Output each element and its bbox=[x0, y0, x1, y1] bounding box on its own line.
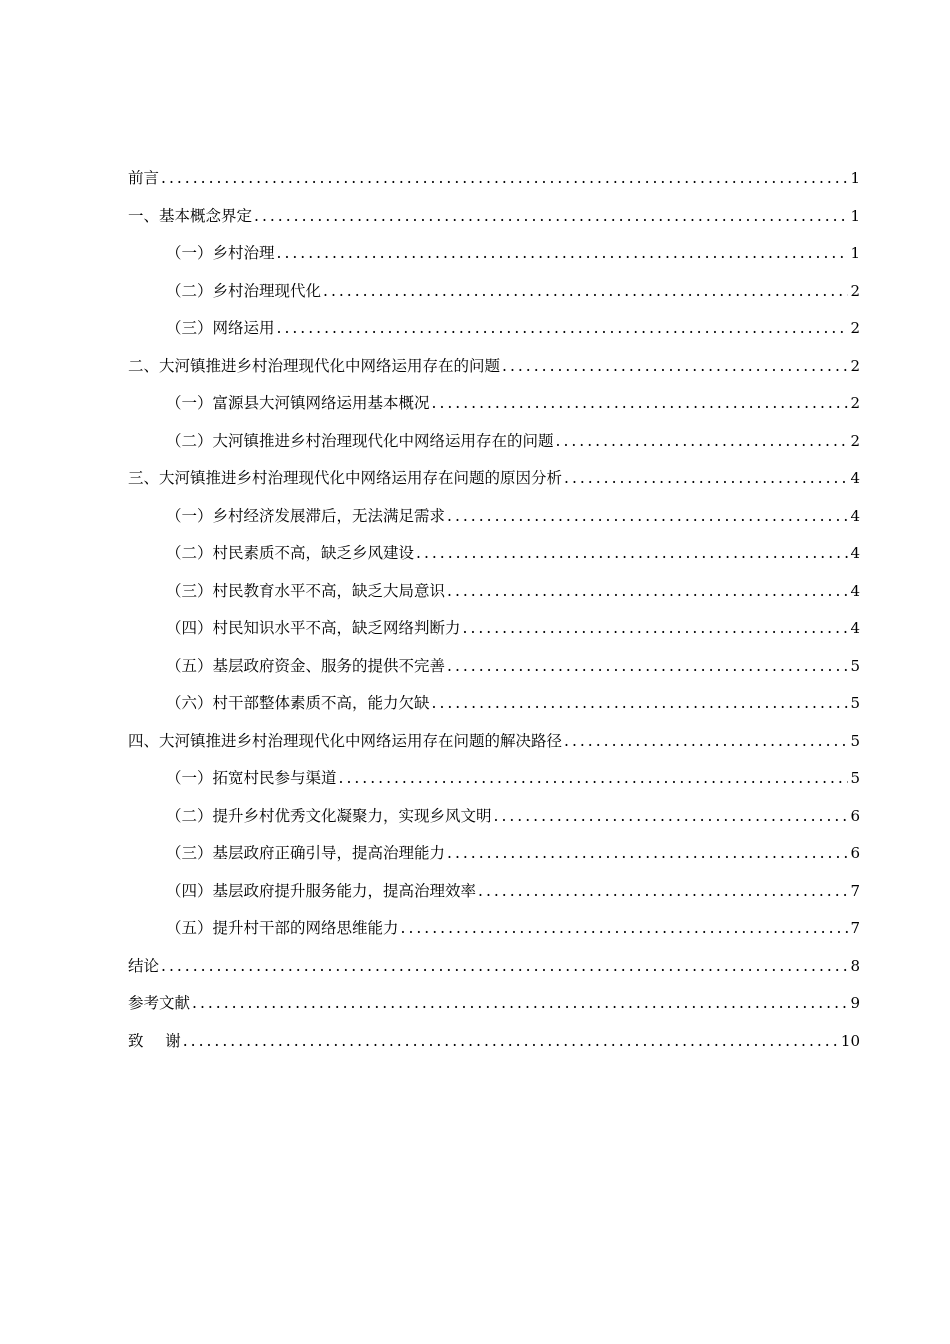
toc-entry-title: （六）村干部整体素质不高，能力欠缺 bbox=[166, 694, 430, 712]
toc-entry-title: 四、大河镇推进乡村治理现代化中网络运用存在问题的解决路径 bbox=[128, 731, 563, 750]
toc-entry-title: （二）乡村治理现代化 bbox=[166, 281, 322, 300]
toc-entry-section-2-2[interactable] bbox=[128, 423, 860, 461]
toc-entry-acknowledgements[interactable] bbox=[128, 1023, 860, 1061]
toc-entry-page: 4 bbox=[850, 506, 860, 525]
toc-dot-leader bbox=[161, 160, 848, 198]
toc-dot-leader bbox=[192, 985, 848, 1023]
toc-entry-section-4-1[interactable] bbox=[128, 760, 860, 798]
toc-entry-title-part2: 谢 bbox=[165, 1031, 181, 1050]
toc-entry-page: 7 bbox=[850, 881, 860, 900]
toc-entry-section-4-5[interactable] bbox=[128, 910, 860, 948]
toc-entry-page: 2 bbox=[850, 319, 860, 337]
toc-entry-title: （三）基层政府正确引导，提高治理能力 bbox=[166, 844, 446, 862]
toc-dot-leader bbox=[277, 310, 849, 348]
toc-entry-title: 参考文献 bbox=[128, 994, 191, 1012]
toc-entry-page: 2 bbox=[850, 394, 860, 412]
toc-entry-section-3-5[interactable] bbox=[128, 648, 860, 686]
toc-entry-page: 1 bbox=[850, 169, 860, 187]
toc-dot-leader bbox=[183, 1023, 839, 1061]
toc-entry-section-2-1[interactable] bbox=[128, 385, 860, 423]
toc-entry-conclusion[interactable] bbox=[128, 948, 860, 986]
toc-dot-leader bbox=[339, 760, 849, 798]
toc-dot-leader bbox=[323, 273, 848, 311]
toc-entry-title: 一、基本概念界定 bbox=[128, 206, 253, 225]
toc-entry-page: 9 bbox=[850, 994, 860, 1012]
toc-dot-leader bbox=[416, 535, 848, 573]
toc-entry-title: （一）乡村治理 bbox=[166, 244, 275, 262]
toc-entry-section-1-1[interactable] bbox=[128, 235, 860, 273]
toc-entry-page: 8 bbox=[850, 956, 860, 975]
toc-dot-leader bbox=[447, 835, 848, 873]
toc-dot-leader bbox=[502, 348, 848, 386]
toc-entry-preface[interactable] bbox=[128, 160, 860, 198]
toc-entry-page: 5 bbox=[850, 731, 860, 750]
toc-entry-section-3-3[interactable] bbox=[128, 573, 860, 611]
toc-entry-title: （一）拓宽村民参与渠道 bbox=[166, 769, 337, 787]
toc-entry-page: 1 bbox=[850, 244, 860, 262]
toc-entry-title: （一）乡村经济发展滞后，无法满足需求 bbox=[166, 506, 446, 525]
toc-entry-section-4-2[interactable] bbox=[128, 798, 860, 836]
toc-dot-leader bbox=[564, 460, 848, 498]
toc-dot-leader bbox=[447, 648, 848, 686]
toc-entry-page: 4 bbox=[850, 619, 860, 637]
toc-entry-page: 4 bbox=[850, 581, 860, 600]
toc-dot-leader bbox=[447, 498, 848, 536]
toc-entry-page: 5 bbox=[850, 694, 860, 712]
toc-dot-leader bbox=[161, 948, 848, 986]
toc-entry-title bbox=[128, 1023, 181, 1061]
toc-entry-section-1-2[interactable] bbox=[128, 273, 860, 311]
toc-entry-title: 二、大河镇推进乡村治理现代化中网络运用存在的问题 bbox=[128, 356, 501, 375]
toc-entry-page: 6 bbox=[850, 844, 860, 862]
toc-entry-title: （二）提升乡村优秀文化凝聚力，实现乡风文明 bbox=[166, 806, 492, 825]
toc-dot-leader bbox=[564, 723, 848, 761]
toc-dot-leader bbox=[277, 235, 849, 273]
toc-dot-leader bbox=[463, 610, 849, 648]
toc-dot-leader bbox=[254, 198, 848, 236]
toc-dot-leader bbox=[494, 798, 849, 836]
toc-entry-section-3-6[interactable] bbox=[128, 685, 860, 723]
toc-entry-chapter-3[interactable] bbox=[128, 460, 860, 498]
toc-entry-title: （二）大河镇推进乡村治理现代化中网络运用存在的问题 bbox=[166, 431, 554, 450]
toc-entry-title: （三）村民教育水平不高，缺乏大局意识 bbox=[166, 581, 446, 600]
toc-entry-chapter-4[interactable] bbox=[128, 723, 860, 761]
toc-entry-page: 5 bbox=[850, 769, 860, 787]
toc-entry-title: （五）提升村干部的网络思维能力 bbox=[166, 919, 399, 937]
toc-entry-title: （一）富源县大河镇网络运用基本概况 bbox=[166, 394, 430, 412]
toc-dot-leader bbox=[401, 910, 849, 948]
toc-entry-title: （四）村民知识水平不高，缺乏网络判断力 bbox=[166, 619, 461, 637]
toc-dot-leader bbox=[432, 385, 849, 423]
toc-entry-page: 6 bbox=[850, 806, 860, 825]
toc-entry-page: 5 bbox=[850, 656, 860, 675]
toc-entry-page: 4 bbox=[850, 469, 860, 487]
toc-entry-title: （四）基层政府提升服务能力，提高治理效率 bbox=[166, 881, 477, 900]
toc-entry-section-4-3[interactable] bbox=[128, 835, 860, 873]
toc-dot-leader bbox=[556, 423, 849, 461]
table-of-contents bbox=[128, 160, 860, 1060]
toc-entry-page: 2 bbox=[850, 356, 860, 375]
toc-entry-page: 7 bbox=[850, 919, 860, 937]
toc-entry-chapter-2[interactable] bbox=[128, 348, 860, 386]
toc-dot-leader bbox=[478, 873, 848, 911]
toc-entry-page: 4 bbox=[850, 544, 860, 562]
toc-entry-title: （三）网络运用 bbox=[166, 319, 275, 337]
toc-entry-page: 10 bbox=[840, 1031, 860, 1050]
toc-dot-leader bbox=[447, 573, 848, 611]
toc-entry-references[interactable] bbox=[128, 985, 860, 1023]
toc-entry-section-3-4[interactable] bbox=[128, 610, 860, 648]
toc-entry-section-1-3[interactable] bbox=[128, 310, 860, 348]
toc-entry-section-4-4[interactable] bbox=[128, 873, 860, 911]
toc-entry-chapter-1[interactable] bbox=[128, 198, 860, 236]
toc-dot-leader bbox=[432, 685, 849, 723]
toc-entry-section-3-1[interactable] bbox=[128, 498, 860, 536]
toc-entry-section-3-2[interactable] bbox=[128, 535, 860, 573]
toc-entry-page: 1 bbox=[850, 206, 860, 225]
toc-entry-title: 前言 bbox=[128, 169, 160, 187]
toc-entry-title-part1: 致 bbox=[128, 1031, 144, 1050]
toc-entry-page: 2 bbox=[850, 431, 860, 450]
toc-entry-title: 三、大河镇推进乡村治理现代化中网络运用存在问题的原因分析 bbox=[128, 469, 563, 487]
toc-entry-title: 结论 bbox=[128, 956, 160, 975]
toc-entry-page: 2 bbox=[850, 281, 860, 300]
toc-entry-title: （二）村民素质不高，缺乏乡风建设 bbox=[166, 544, 415, 562]
toc-entry-title: （五）基层政府资金、服务的提供不完善 bbox=[166, 656, 446, 675]
